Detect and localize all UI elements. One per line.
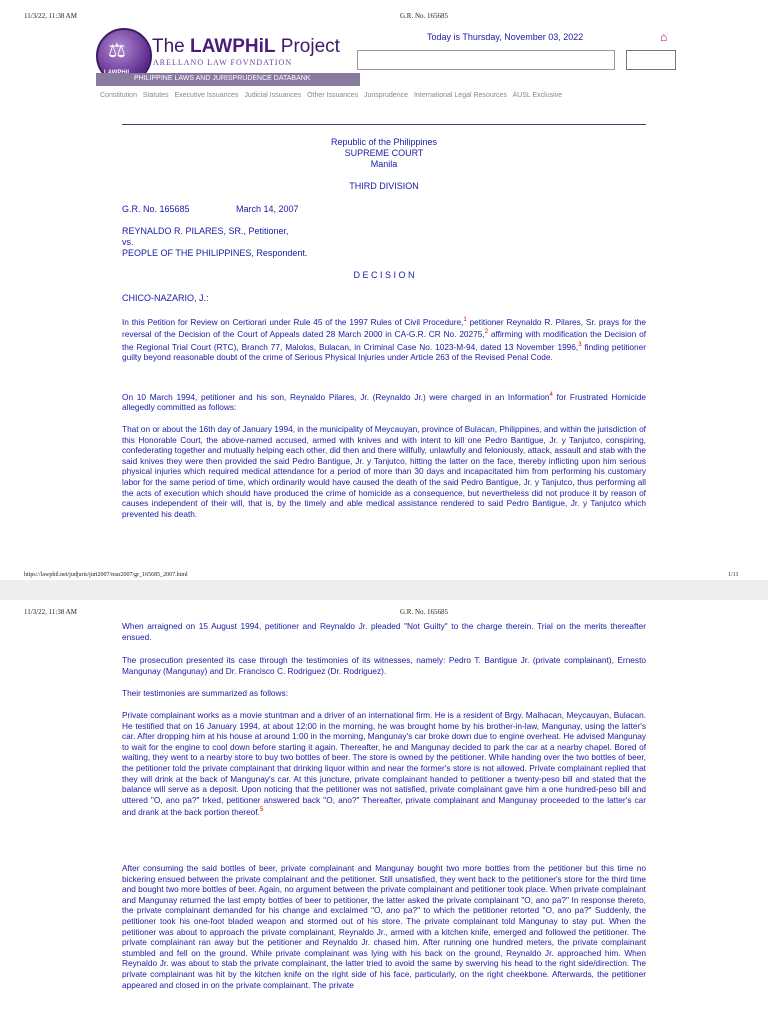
logo-subtitle: ARELLANO LAW FOVNDATION — [153, 58, 293, 67]
paragraph-6: Their testimonies are summarized as follows: — [122, 688, 288, 698]
paragraph-5: The prosecution presented its case through the testimonies of its witnesses, namely: Pedro T. Bantigue Jr. (private complainant), Ernesto Mangunay (Mangunay) and Dr. Francisco C. Rodriguez (Dr. Rodriguez). — [122, 655, 646, 676]
city-heading: Manila — [370, 159, 398, 169]
nav-ausl-exclusive[interactable]: AUSL Exclusive — [512, 92, 563, 99]
logo-banner — [96, 73, 360, 86]
print-datetime-2: 11/3/22, 11:38 AM — [24, 608, 77, 616]
logo-title: The LAWPHiL Project — [152, 36, 340, 57]
decision-heading: D E C I S I O N — [353, 270, 415, 280]
page-gap — [0, 580, 768, 600]
main-nav — [100, 92, 566, 99]
paragraph-8: After consuming the said bottles of beer, private complainant and Mangunay bought two more bottles from the petitioner but this time no bickering ensued between the private complainant and the petitioner. Still unsatisfied, they went back to the petitioner's store for the third time and bought two more bottles of beer. Again, no argument between the private complainant and petitioner took place. When private complainant and Mangunay returned the last empty bottles of beer to petitioner, the latter asked the private complainant "O, ano pa?" In response thereto, the private complainant demanded for his change and exclaimed "O, ano pa?" to which the petitioner retorted "O, ano pa?" Suddenly, the petitioner took his one-foot bladed weapon and stormed out of his store. The private complainant told Mangunay to stay put. When the petitioner was about to approach the private complainant, Reynaldo Jr., armed with a kitchen knife, emerged and followed the petitioner. The private complainant ran away but the petitioner and Reynaldo Jr. chased him. After running one hundred meters, the private complainant stumbled and fell on the ground. While private complainant was lying with his back on the ground, Reynaldo Jr. approached him. When Reynaldo Jr. was about to stab the private complainant, the latter tried to avoid the same by swerving his head to the right side/direction. The private complainant was hit by the kitchen knife on the right side of his face, particularly, on the right cheekbone. Afterwards, the petitioner appeared and closed in on the private complainant. The private — [122, 863, 646, 990]
case-date: March 14, 2007 — [236, 204, 299, 214]
information-quote: That on or about the 16th day of January 1994, in the municipality of Meycauyan, province of Bulacan, Philippines, and within the jurisdiction of this Honorable Court, the above-named accused, armed with knives and with intent to kill one Pedro Bantigue, Jr. y Tanjutco, conspiring, confederating together and mutually helping each other, did then and there willfully, unlawfully and feloniously, attack, assault and stab with the said knives they were then provided the said Pedro Bantigue, Jr. y Tanjutco, hitting the latter on the face, thereby inflicting upon him serious physical injuries which required medical attendance for a period of more than 30 days and incapacitated him from performing his customary labor for the same period of time, which ordinarily would have caused the death of the said Pedro Bantigue, Jr. y Tanjutco, thus performing all the acts of execution which should have produced the crime of homicide as a consequence, but nevertheless did not produce it by reason of causes independent of their will, that is, by the timely and able medical assistance rendered to said Pedro Bantigue, Jr. y Tanjutco which prevented his death. — [122, 424, 646, 519]
paragraph-2: On 10 March 1994, petitioner and his son, Reynaldo Pilares, Jr. (Reynaldo Jr.) were charged in an Information$^4$ for Frustrated Homicide allegedly committed as follows: — [122, 391, 646, 413]
print-doc-title: G.R. No. 165685 — [400, 12, 449, 20]
lawphil-logo[interactable] — [96, 28, 360, 88]
print-page-2 — [0, 600, 768, 1024]
paragraph-7: Private complainant works as a movie stuntman and a driver of an international firm. He is a resident of Brgy. Malhacan, Meycauyan, Bulacan. He testified that on 16 January 1994, at about 12:00 in the morning, he was brought home by his brother-in-law, Mangunay, using the latter's car. After dropping him at his house at around 1:00 in the morning, Mangunay's car broke down due to engine overheat. He advised Mangunay to wait for the engine to cool down before starting it again. Thereafter, he and Mangunay decided to park the car at a nearby chapel. Bored of waiting, they went to a nearby store to buy two bottles of beer. The store is owned by the petitioner. While handing over the two bottles of beer, the petitioner told the private complainant that drinking liquor within and near the former's store is not allowed. Private complainant replied that they will drink at the back of Mangunay's car. At this juncture, private complainant handed to petitioner a twenty-peso bill and stated that the balance will serve as a deposit. Upon noticing that the petitioner was not satisfied, private complainant gave him a one hundred-peso bill and uttered "O, ano pa?" Irked, petitioner answered back "O, ano?" Thereafter, private complainant and Mangunay proceeded to the latter's car and drank at the back portion thereof.$^5$ — [122, 710, 646, 818]
paragraph-1: In this Petition for Review on Certiorari under Rule 45 of the 1997 Rules of Civil Procedure,$^1$ petitioner Reynaldo R. Pilares, Sr. prays for the reversal of the Decision of the Court of Appeals dated 28 March 2000 in CA-G.R. CR No. 20275,$^2$ affirming with modification the Decision of the Regional Trial Court (RTC), Branch 77, Malolos, Bulacan, in Criminal Case No. 1023-M-94, dated 13 November 1996,$^3$ finding petitioner guilty beyond reasonable doubt of the crime of Serious Physical Injuries under Article 263 of the Revised Penal Code. — [122, 316, 647, 363]
footnote-1-link[interactable]: 1 — [463, 317, 467, 323]
division-heading: THIRD DIVISION — [349, 181, 419, 191]
nav-other-issuances[interactable]: Other Issuances — [307, 92, 359, 99]
versus: vs. — [122, 237, 134, 247]
nav-judicial-issuances[interactable]: Judicial Issuances — [244, 92, 302, 99]
nav-international-legal-resources[interactable]: International Legal Resources — [413, 92, 507, 99]
print-doc-title-2: G.R. No. 165685 — [400, 608, 449, 616]
petitioner-name: REYNALDO R. PILARES, SR., Petitioner, — [122, 226, 289, 236]
case-number: G.R. No. 165685 — [122, 204, 190, 214]
today-date: Today is Thursday, November 03, 2022 — [427, 32, 584, 42]
home-icon[interactable]: ⌂ — [660, 30, 668, 44]
respondent-name: PEOPLE OF THE PHILIPPINES, Respondent. — [122, 248, 308, 258]
nav-jurisprudence[interactable]: Jurisprudence — [364, 92, 408, 99]
logo-banner-text: PHILIPPINE LAWS AND JURISPRUDENCE DATABANK — [134, 75, 311, 82]
republic-heading: Republic of the Philippines — [330, 137, 438, 147]
ponente: CHICO-NAZARIO, J.: — [122, 293, 209, 303]
print-datetime: 11/3/22, 11:38 AM — [24, 12, 77, 20]
print-url: https://lawphil.net/judjuris/juri2007/mar2007/gr_165685_2007.html — [24, 572, 188, 578]
paragraph-4: When arraigned on 15 August 1994, petitioner and Reynaldo Jr. pleaded "Not Guilty" to the charge therein. Trial on the merits thereafter ensued. — [122, 621, 646, 642]
footnote-4-link[interactable]: 4 — [549, 392, 553, 398]
print-page-number: 1/11 — [728, 572, 739, 578]
nav-executive-issuances[interactable]: Executive Issuances — [174, 92, 239, 99]
footnote-3-link[interactable]: 3 — [578, 341, 582, 348]
search-button[interactable] — [626, 50, 676, 70]
footnote-2-link[interactable]: 2 — [484, 329, 489, 336]
court-heading: SUPREME COURT — [344, 148, 424, 158]
footnote-5-link[interactable]: 5 — [259, 807, 264, 814]
header-divider — [122, 124, 646, 125]
nav-statutes[interactable]: Statutes — [142, 92, 169, 99]
scales-of-justice-icon: ⚖ — [96, 28, 152, 84]
search-input[interactable] — [357, 50, 615, 70]
nav-constitution[interactable]: Constitution — [100, 92, 137, 99]
